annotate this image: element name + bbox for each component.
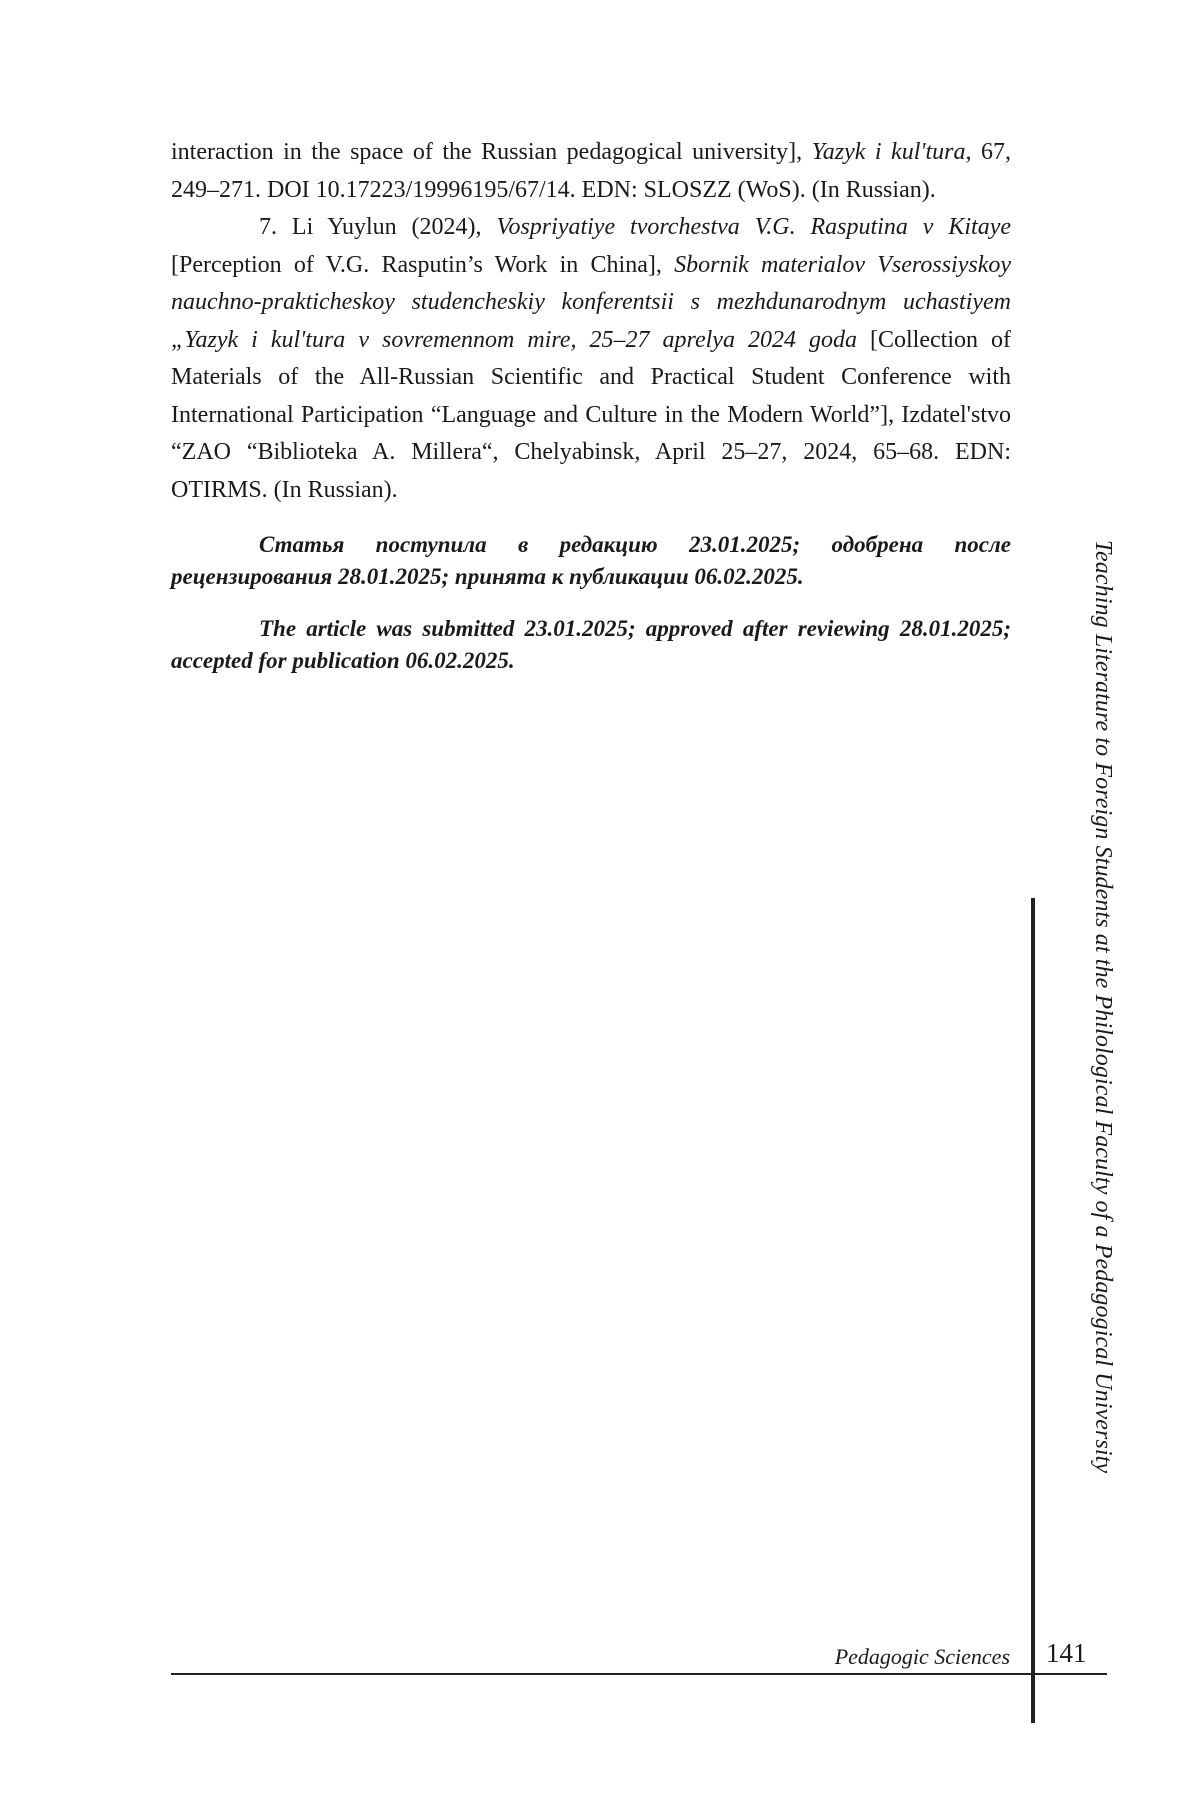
vertical-rule: [1031, 898, 1035, 1723]
reference-7-collection: Sbornik materialov Vserossiyskoy nauchno-prakticheskoy studencheskiy konferentsii s mezhdunarodnym uchastiyem „Yazyk i kul'tura v sovremennom mire, 25–27 aprelya 2024 goda: [171, 252, 1011, 353]
reference-7: [171, 209, 1011, 509]
running-title-vertical: [1083, 536, 1123, 1476]
reference-6-continuation: [171, 134, 1011, 209]
submission-note-russian: Статья поступила в редакцию 23.01.2025; одобрена после рецензирования 28.01.2025; принята к публикации 06.02.2025.: [171, 529, 1011, 593]
submission-note-english: The article was submitted 23.01.2025; approved after reviewing 28.01.2025; accepted for publication 06.02.2025.: [171, 613, 1011, 677]
reference-7-rest: [Collection of Materials of the All-Russian Scientific and Practical Student Conference with International Participation “Language and Culture in the Modern World”], Izdatel'stvo “ZAO “Biblioteka A. Millera“, Chelyabinsk, April 25–27, 2024, 65–68. EDN: OTIRMS. (In Russian).: [171, 327, 1011, 503]
submission-notes: [171, 529, 1011, 677]
reference-6-text-part2: , 67, 249–271. DOI 10.17223/19996195/67/14. EDN: SLOSZZ (WoS). (In Russian).: [171, 139, 1011, 203]
reference-6-text-part1: interaction in the space of the Russian pedagogical university],: [171, 139, 812, 165]
page-number: 141: [1046, 1638, 1106, 1668]
footer-rule: [171, 1673, 1107, 1675]
reference-6-journal: Yazyk i kul'tura: [812, 139, 966, 165]
reference-7-title-translation: [Perception of V.G. Rasputin’s Work in China],: [171, 252, 674, 278]
reference-7-title: Vospriyatiye tvorchestva V.G. Rasputina v Kitaye: [496, 214, 1011, 240]
reference-7-lead: 7. Li Yuylun (2024),: [259, 214, 496, 240]
footer-section-name: Pedagogic Sciences: [760, 1644, 1010, 1670]
running-title-text: Teaching Literature to Foreign Students at the Philological Faculty of a Pedagogical University: [1090, 539, 1117, 1472]
main-text-column: [171, 134, 1011, 697]
